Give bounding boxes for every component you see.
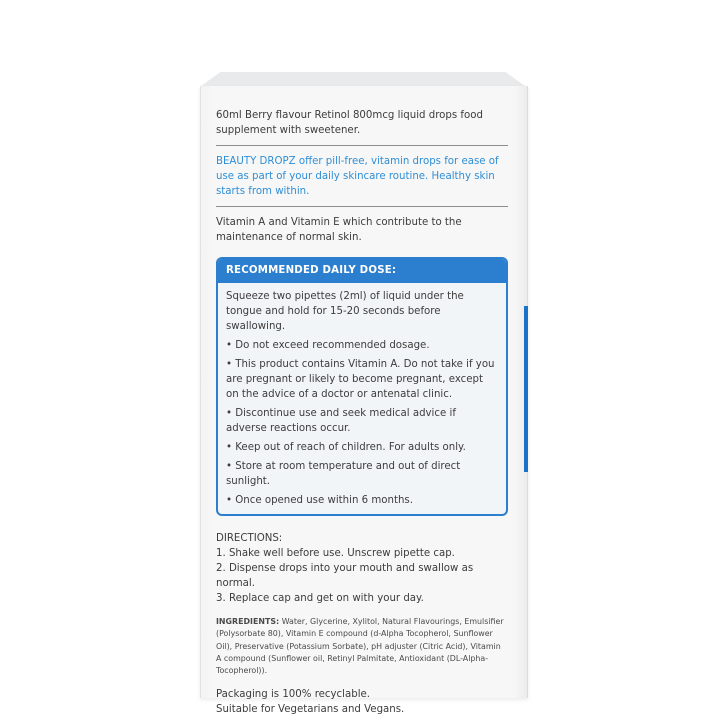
divider [216, 206, 508, 207]
ingredients [216, 616, 508, 677]
dose-instruction: Squeeze two pipettes (2ml) of liquid under the tongue and hold for 15-20 seconds before swallowing. [226, 291, 464, 332]
footer-notes [216, 687, 508, 717]
beauty-text: offer pill-free, vitamin drops for ease of use as part of your daily skincare routine. Healthy skin starts from within. [216, 156, 499, 197]
dose-warning: • Do not exceed recommended dosage. [226, 340, 430, 351]
ingredients-label: INGREDIENTS: [216, 617, 280, 626]
ingredients-text: Water, Glycerine, Xylitol, Natural Flavourings, Emulsifier (Polysorbate 80), Vitamin E compound (d-Alpha Tocopherol, Sunflower Oil), Preservative (Potassium Sorbate), pH adjuster (Citric Acid), Vitamin A compound (Sunflower oil, Retinyl Palmitate, Antioxidant (DL-Alpha-Tocopherol)). [216, 617, 504, 676]
box-label-text [216, 108, 508, 717]
dose-body [218, 283, 506, 514]
brand-name: BEAUTY DROPZ [216, 156, 296, 167]
box-side-accent [524, 306, 528, 472]
directions [216, 531, 508, 606]
dose-warning: • This product contains Vitamin A. Do not take if you are pregnant or likely to become pregnant, except on the advice of a doctor or antenatal clinic. [226, 359, 495, 400]
recyclable-note: Packaging is 100% recyclable. [216, 689, 371, 701]
vegan-note: Suitable for Vegetarians and Vegans. [216, 704, 405, 716]
dose-title: RECOMMENDED DAILY DOSE: [218, 259, 506, 283]
directions-title: DIRECTIONS: [216, 533, 283, 544]
dose-warning: • Store at room temperature and out of direct sunlight. [226, 461, 461, 487]
product-description: 60ml Berry flavour Retinol 800mcg liquid drops food supplement with sweetener. [216, 110, 483, 136]
divider [216, 145, 508, 146]
vitamin-claim: Vitamin A and Vitamin E which contribute to the maintenance of normal skin. [216, 217, 462, 243]
dose-warning: • Once opened use within 6 months. [226, 495, 413, 506]
direction-step: 2. Dispense drops into your mouth and swallow as normal. [216, 563, 474, 589]
dose-warning: • Keep out of reach of children. For adults only. [226, 442, 466, 453]
direction-step: 1. Shake well before use. Unscrew pipette cap. [216, 548, 455, 559]
beauty-statement [216, 154, 508, 199]
box-top-flap [201, 72, 525, 86]
direction-step: 3. Replace cap and get on with your day. [216, 593, 424, 604]
dose-panel [216, 257, 508, 516]
dose-warning: • Discontinue use and seek medical advice if adverse reactions occur. [226, 408, 456, 434]
